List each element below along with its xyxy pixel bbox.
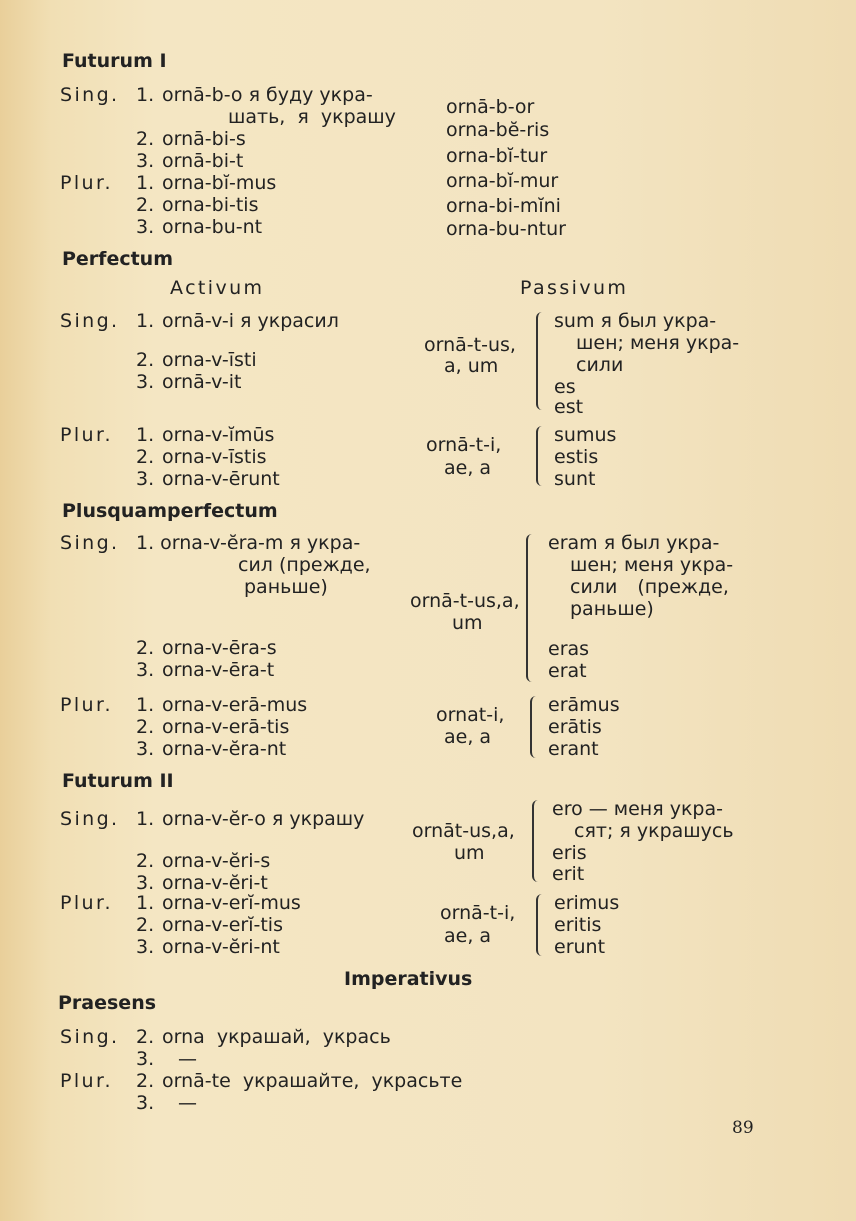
plur-label: Plur.	[60, 172, 113, 194]
futurum1-heading: Futurum I	[62, 50, 167, 72]
sing-label: Sing.	[60, 310, 120, 332]
passive-form: erāmus	[548, 694, 620, 716]
verb-form: orna-v-ĭmūs	[162, 424, 275, 446]
passive-form: сили	[576, 354, 624, 376]
verb-form: orna-v-ērunt	[162, 468, 280, 490]
verb-form: ornā-bi-s	[162, 128, 246, 150]
row-num: 2.	[136, 850, 155, 872]
verb-form: orna-v-īsti	[162, 349, 257, 371]
verb-form: orna украшай, укрась	[162, 1026, 391, 1048]
brace	[536, 426, 544, 486]
verb-form: orna-v-ēra-t	[162, 659, 275, 681]
plusquam-heading: Plusquamperfectum	[62, 500, 278, 522]
passive-form: eras	[548, 638, 590, 660]
plur-label: Plur.	[60, 1070, 113, 1092]
verb-form: ornā-te украшайте, укрaсьте	[162, 1070, 463, 1092]
passive-form: раньше)	[570, 598, 654, 620]
passivum-label: Passivum	[520, 277, 629, 299]
verb-form: orna-v-ĕri-nt	[162, 936, 280, 958]
sing-label: Sing.	[60, 808, 120, 830]
passive-form: est	[554, 396, 584, 418]
sing-label: Sing.	[60, 84, 120, 106]
verb-form: orna-v-erā-tis	[162, 716, 290, 738]
passive-stem: ornat-i,	[436, 704, 505, 726]
verb-form: orna-v-erĭ-tis	[162, 914, 283, 936]
imperativus-heading: Imperativus	[344, 968, 473, 990]
passive-stem: ornā-t-i,	[426, 434, 502, 456]
passive-stem: um	[454, 842, 485, 864]
page-number: 89	[732, 1118, 754, 1138]
row-num: 1.	[136, 424, 155, 446]
passive-form: es	[554, 376, 576, 398]
verb-form: 1. orna-v-ĕra-m я укра-	[136, 532, 361, 554]
verb-form: orna-v-erā-mus	[162, 694, 308, 716]
verb-gloss: шать, я украшу	[228, 106, 396, 128]
verb-form: ornā-v-it	[162, 371, 242, 393]
passive-form: erant	[548, 738, 599, 760]
passive-stem: a, um	[444, 355, 499, 377]
verb-form: orna-v-ēra-s	[162, 637, 277, 659]
passive-stem: ae, a	[444, 726, 492, 748]
row-num: 1.	[136, 310, 155, 332]
row-num: 3.	[136, 1092, 155, 1114]
passive-form: сили (прежде,	[570, 576, 729, 598]
passive-form: orna-bu-ntur	[446, 218, 566, 240]
verb-form: orna-v-ĕr-o я украшу	[162, 808, 365, 830]
row-num: 1.	[136, 892, 155, 914]
passive-form: шен; меня укра-	[570, 554, 734, 576]
row-num: 3.	[136, 150, 155, 172]
verb-form: ornā-bi-t	[162, 150, 244, 172]
row-num: 3.	[136, 872, 155, 894]
row-num: 3.	[136, 216, 155, 238]
row-num: 2.	[136, 128, 155, 150]
passive-stem: ornā-t-i,	[440, 902, 516, 924]
passive-stem: ornā-t-us,	[424, 334, 516, 356]
row-num: 2.	[136, 637, 155, 659]
passive-form: eris	[552, 842, 587, 864]
verb-form: orna-v-ĕri-s	[162, 850, 271, 872]
passive-form: orna-bĭ-mur	[446, 170, 559, 192]
row-num: 1.	[136, 172, 155, 194]
passive-form: sum я был укра-	[554, 310, 717, 332]
passive-form: сят; я украшусь	[574, 820, 734, 842]
passive-stem: ae, a	[444, 457, 492, 479]
verb-form: ornā-b-o я буду укра-	[162, 84, 373, 106]
passive-form: sumus	[554, 424, 617, 446]
verb-form: orna-v-ĕri-t	[162, 872, 268, 894]
row-num: 3.	[136, 468, 155, 490]
verb-form: —	[178, 1092, 197, 1114]
brace	[536, 312, 544, 410]
plur-label: Plur.	[60, 694, 113, 716]
passive-stem: ornā-t-us,a,	[410, 590, 520, 612]
row-num: 2.	[136, 716, 155, 738]
row-num: 3.	[136, 936, 155, 958]
passive-form: sunt	[554, 468, 596, 490]
passive-form: eritis	[554, 914, 602, 936]
passive-form: ero — меня укра-	[552, 798, 723, 820]
row-num: 2.	[136, 446, 155, 468]
verb-form: orna-v-erĭ-mus	[162, 892, 301, 914]
passive-form: estis	[554, 446, 599, 468]
activum-label: Activum	[170, 277, 265, 299]
passive-stem: um	[452, 612, 483, 634]
passive-form: orna-bĭ-tur	[446, 145, 548, 167]
row-num: 1.	[136, 694, 155, 716]
verb-form: orna-v-īstis	[162, 446, 267, 468]
row-num: 3.	[136, 659, 155, 681]
row-num: 3.	[136, 371, 155, 393]
passive-form: шен; меня укра-	[576, 332, 740, 354]
verb-form: orna-bi-tis	[162, 194, 259, 216]
brace	[532, 800, 540, 882]
passive-form: orna-bi-mĭni	[446, 195, 561, 217]
passive-stem: ae, a	[444, 925, 492, 947]
verb-gloss: раньше)	[244, 576, 328, 598]
verb-gloss: сил (прежде,	[238, 554, 371, 576]
passive-stem: ornāt-us,a,	[412, 820, 515, 842]
verb-form: orna-bu-nt	[162, 216, 263, 238]
row-num: 1.	[136, 808, 155, 830]
row-num: 2.	[136, 194, 155, 216]
row-num: 2.	[136, 1070, 155, 1092]
verb-form: orna-bĭ-mus	[162, 172, 277, 194]
verb-form: —	[178, 1048, 197, 1070]
passive-form: orna-bĕ-ris	[446, 119, 550, 141]
row-num: 2.	[136, 349, 155, 371]
passive-form: erat	[548, 660, 587, 682]
row-num: 3.	[136, 1048, 155, 1070]
passive-form: erunt	[554, 936, 606, 958]
row-num: 1.	[136, 84, 155, 106]
passive-form: erātis	[548, 716, 602, 738]
row-num: 3.	[136, 738, 155, 760]
verb-form: ornā-v-i я украсил	[162, 310, 339, 332]
plur-label: Plur.	[60, 892, 113, 914]
plur-label: Plur.	[60, 424, 113, 446]
verb-form: orna-v-ĕra-nt	[162, 738, 287, 760]
passive-form: erit	[552, 863, 585, 885]
passive-form: ornā-b-or	[446, 96, 535, 118]
praesens-subheading: Praesens	[58, 992, 157, 1014]
sing-label: Sing.	[60, 532, 120, 554]
row-num: 2.	[136, 914, 155, 936]
brace	[530, 696, 538, 758]
brace	[536, 894, 544, 956]
brace	[526, 534, 534, 682]
futurum2-heading: Futurum II	[62, 770, 174, 792]
perfectum-heading: Perfectum	[62, 248, 174, 270]
row-num: 2.	[136, 1026, 155, 1048]
sing-label: Sing.	[60, 1026, 120, 1048]
passive-form: eram я был укра-	[548, 532, 720, 554]
passive-form: erimus	[554, 892, 620, 914]
